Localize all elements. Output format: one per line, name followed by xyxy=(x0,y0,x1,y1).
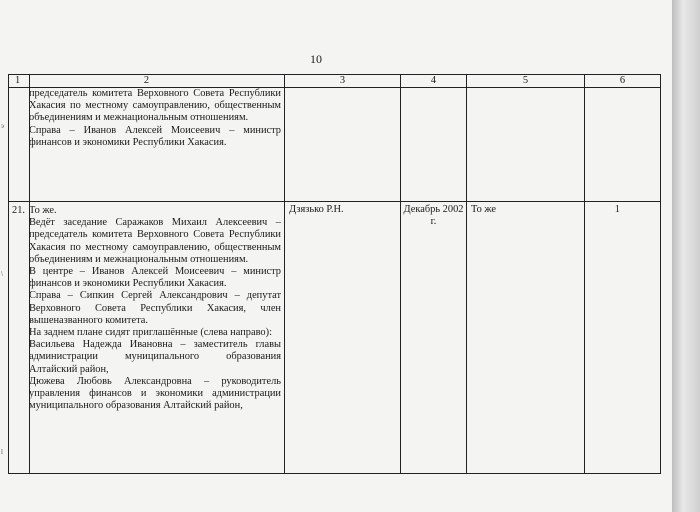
date-cell: Декабрь 2002 г. xyxy=(401,202,467,474)
quantity-cell: 1 xyxy=(585,202,661,474)
margin-mark: \ xyxy=(1,270,3,278)
margin-mark: э xyxy=(1,122,5,130)
source-cell: То же xyxy=(467,202,585,474)
header-row xyxy=(9,75,661,88)
column-divider xyxy=(29,75,30,87)
header-col-1: 1 xyxy=(15,75,21,86)
table-row xyxy=(9,202,661,474)
description-cell xyxy=(9,202,285,474)
description-block xyxy=(9,202,284,412)
header-col-3: 3 xyxy=(285,75,401,88)
description-cell xyxy=(9,88,285,202)
header-col-5: 5 xyxy=(467,75,585,88)
author-cell: Дзязько Р.Н. xyxy=(285,202,401,474)
page-number: 10 xyxy=(310,52,322,66)
quantity-cell xyxy=(585,88,661,202)
table-row xyxy=(9,88,661,202)
description-text: председатель комитета Верховного Совета Республики Хакасия по местному самоуправлению, общественным объединениям и межнациональным отношениям. Справа – Иванов Алексей Моисеевич – министр финансов и экономики Республики Хакасия. xyxy=(29,88,281,148)
column-divider xyxy=(29,202,30,473)
page-edge-shadow xyxy=(672,0,700,512)
header-col-4: 4 xyxy=(401,75,467,88)
margin-mark: l xyxy=(1,448,3,456)
header-col-6: 6 xyxy=(585,75,661,88)
description-text: То же. Ведёт заседание Саражаков Михаил Алексеевич – председатель комитета Верховного Совета Республики Хакасия по местному самоуправлению, общественным объединениям и межнациональным отношениям. В центре – Иванов Алексей Моисеевич – министр финансов и экономики Республики Хакасия. Справа – Сипкин Сергей Александрович – депутат Верховного Совета Республики Хакасия, член вышеназванного комитета. На заднем плане сидят приглашённые (слева направо): Васильева Надежда Ивановна – заместитель главы администрации муниципального образования Алтайский район, Дюжева Любовь Александровна – руководитель управления финансов и экономики администрации муниципального образования Алтайский район, xyxy=(29,205,281,412)
header-col-2: 2 xyxy=(143,75,150,86)
source-cell xyxy=(467,88,585,202)
row-number: 21. xyxy=(12,205,25,216)
column-divider xyxy=(29,88,30,201)
header-col-1-2 xyxy=(9,75,285,88)
date-cell xyxy=(401,88,467,202)
author-cell xyxy=(285,88,401,202)
catalog-table xyxy=(8,74,661,474)
